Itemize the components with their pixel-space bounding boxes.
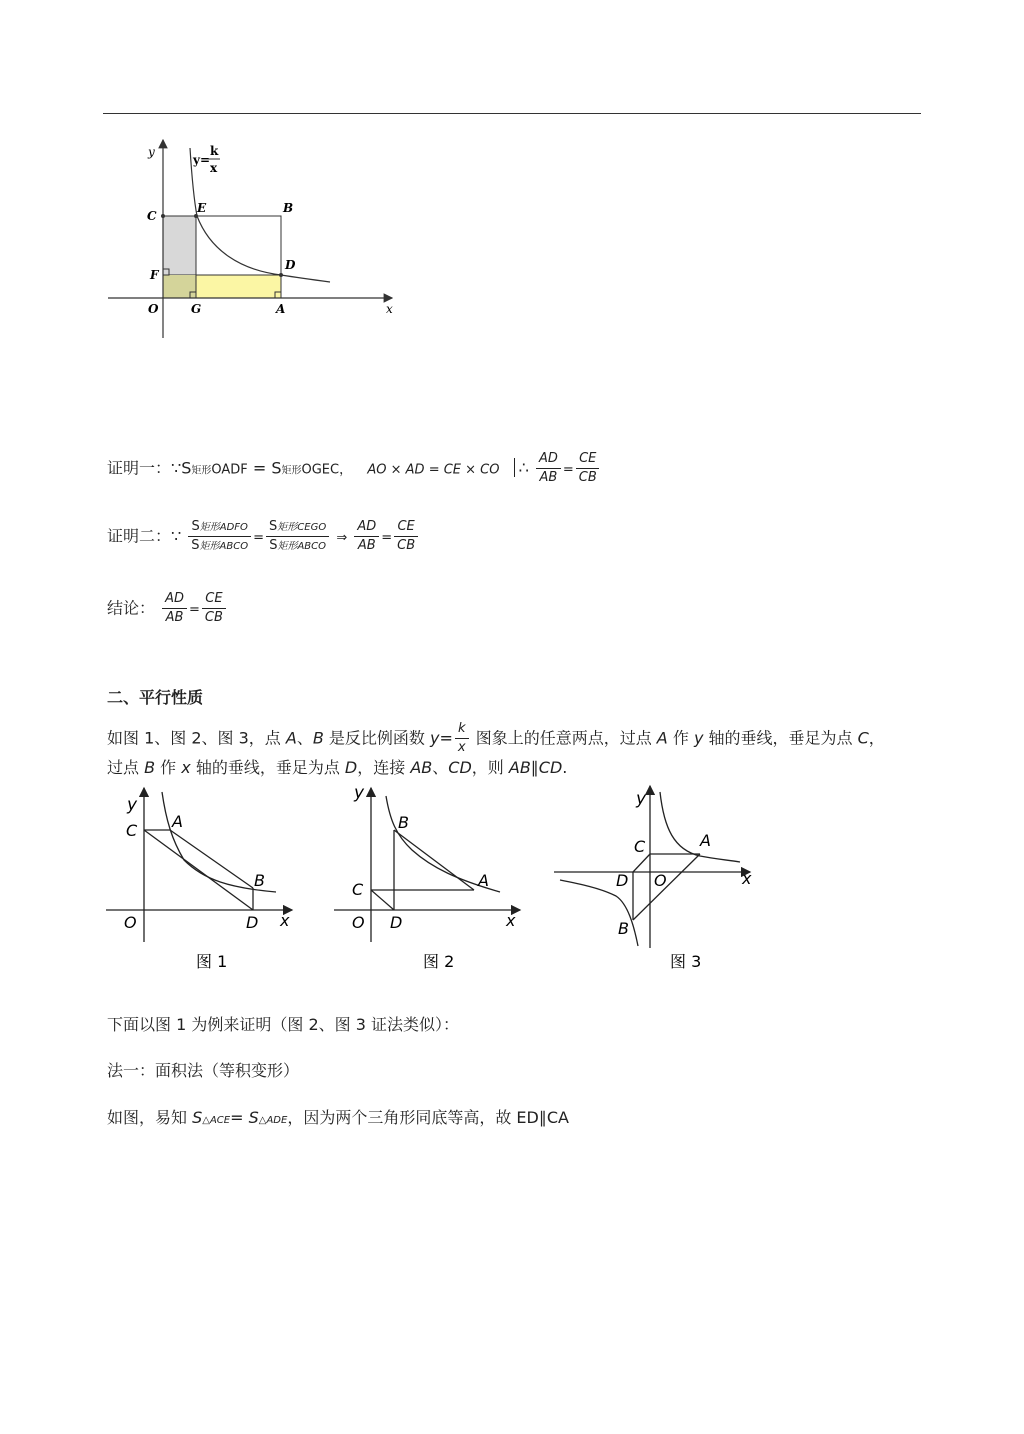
fig2-segment-cd — [371, 890, 394, 910]
fig2-caption: 图 2 — [423, 952, 455, 971]
func-label-y: y= — [193, 153, 211, 167]
fig2-segment-ab — [394, 830, 474, 890]
svg-text:x: x — [280, 911, 290, 930]
proof-two: 证明二：∵ $\frac{\text{S矩形ADFO}}{\text{S矩形ABCO}}$ = $\frac{\text{S矩形CEGO}}{\text{S矩形ABCO}}$ ⇒ $\frac{AD}{AB}$ = $\frac{CE}{CB}$ — [107, 520, 420, 554]
svg-text:D: D — [246, 913, 259, 932]
proof-one-because: ∵S — [171, 458, 192, 478]
label-b: B — [283, 201, 294, 215]
svg-text:y: y — [636, 789, 647, 809]
fig3-caption: 图 3 — [670, 952, 702, 971]
figure-2 — [328, 780, 528, 980]
svg-text:y: y — [354, 783, 365, 803]
figure-1 — [100, 780, 300, 980]
svg-text:A: A — [478, 871, 489, 890]
header-rule — [103, 113, 921, 114]
func-label-x: x — [210, 161, 218, 175]
proof-one-label: 证明一： — [107, 458, 172, 478]
svg-text:C: C — [352, 880, 364, 899]
label-g: G — [191, 302, 202, 316]
label-x: x — [386, 302, 393, 316]
svg-text:x: x — [506, 911, 516, 930]
overlap-shade — [163, 275, 196, 298]
svg-text:D: D — [616, 871, 629, 890]
method-one: 法一：面积法（等积变形） — [107, 1061, 300, 1080]
label-f: F — [150, 268, 159, 282]
fig3-hyperbola-q1 — [660, 792, 740, 862]
svg-text:C: C — [126, 821, 138, 840]
fig1-caption: 图 1 — [196, 952, 228, 971]
proof-one: 证明一：∵S矩形OADF = S矩形OGEC， AO × AD = CE × CO ∴ $\frac{AD}{AB}$ = $\frac{CE}{CB}$ — [107, 452, 602, 486]
fig1-segment-cd — [144, 830, 253, 910]
svg-text:x: x — [742, 869, 752, 888]
svg-text:A: A — [700, 831, 711, 850]
hyperbola-rectangle-figure — [100, 130, 410, 350]
svg-text:B: B — [618, 919, 629, 938]
svg-text:B: B — [254, 871, 265, 890]
fig3-segment-cd — [633, 854, 650, 872]
label-a: A — [276, 302, 286, 316]
proof-one-product: AO × AD = CE × CO — [367, 462, 500, 478]
conclusion: 结论： $\frac{AD}{AB}$ = $\frac{CE}{CB}$ — [107, 592, 228, 626]
label-e: E — [197, 201, 207, 215]
label-o: O — [148, 302, 159, 316]
label-d: D — [285, 258, 296, 272]
conclusion-label: 结论： — [107, 598, 156, 618]
proof-intro: 下面以图 1 为例来证明（图 2、图 3 证法类似）： — [107, 1015, 459, 1034]
func-label-k: k — [210, 144, 219, 158]
proof-two-label: 证明二： — [107, 526, 172, 546]
svg-text:D: D — [390, 913, 403, 932]
svg-text:O: O — [654, 871, 667, 890]
label-y: y — [148, 145, 155, 159]
svg-text:A: A — [172, 812, 183, 831]
svg-text:O: O — [124, 913, 137, 932]
figure-3 — [550, 778, 770, 982]
paragraph-line-2: 过点 B 作 x 轴的垂线，垂足为点 D，连接 AB、CD，则 AB∥CD. — [107, 758, 568, 777]
paragraph-line-1: 如图 1、图 2、图 3，点 A、B 是反比例函数 y= $\frac{k}{x}$ 图象上的任意两点，过点 A 作 y 轴的垂线，垂足为点 C， — [107, 721, 885, 756]
svg-text:B: B — [398, 813, 409, 832]
svg-text:O: O — [352, 913, 365, 932]
label-c: C — [147, 209, 157, 223]
svg-text:C: C — [634, 837, 646, 856]
svg-text:y: y — [127, 795, 138, 815]
final-statement: 如图，易知 S△ACE= S△ADE，因为两个三角形同底等高，故 ED∥CA — [107, 1108, 569, 1127]
section-heading: 二、平行性质 — [107, 688, 204, 707]
